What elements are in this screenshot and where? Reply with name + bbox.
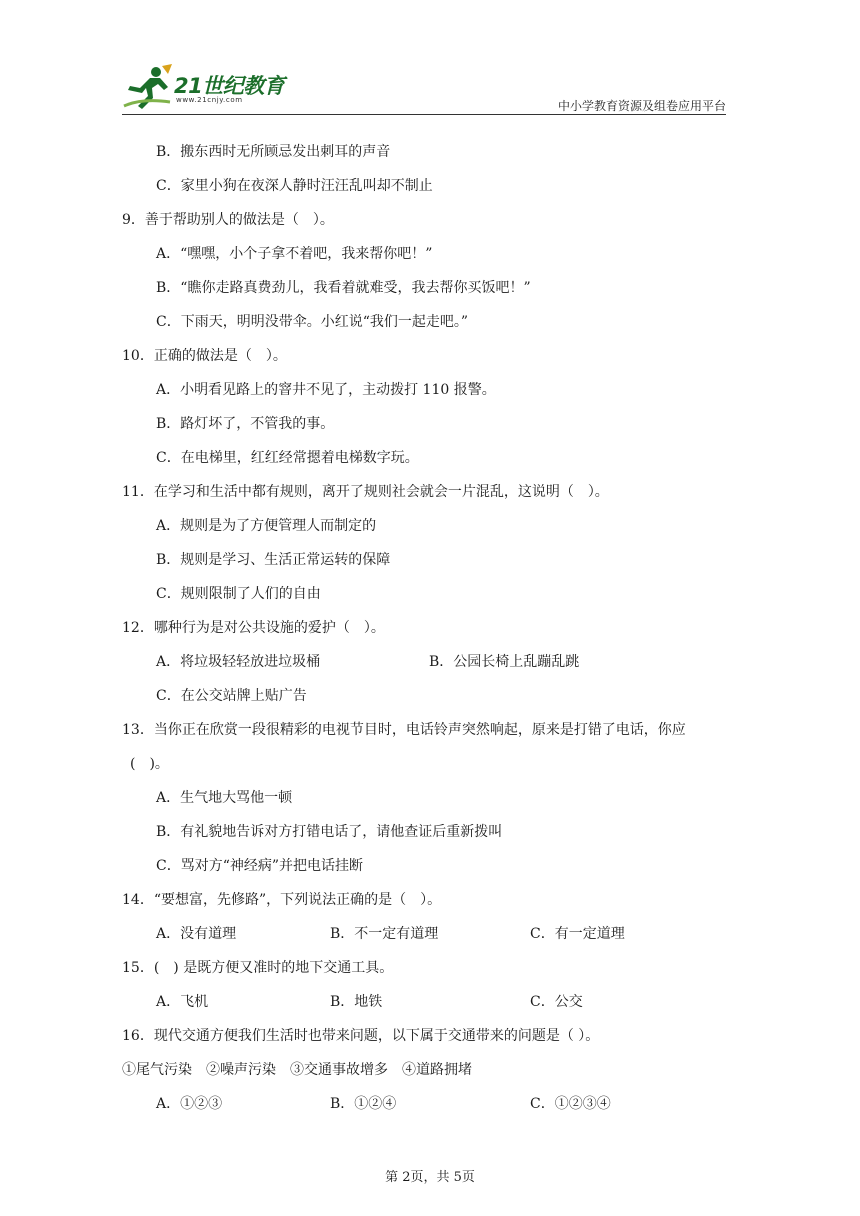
q12-option-a: A．将垃圾轻轻放进垃圾桶 (156, 654, 321, 670)
q15-option-b: B．地铁 (330, 994, 383, 1010)
question-15: 15．( ) 是既方便又准时的地下交通工具。 (122, 960, 394, 976)
q15-option-c: C．公交 (530, 994, 583, 1010)
logo-text: 21世纪教育 (174, 74, 285, 98)
q11-option-c: C．规则限制了人们的自由 (156, 586, 321, 602)
q9-option-b: B．“瞧你走路真费劲儿，我看着就难受，我去帮你买饭吧！” (156, 280, 531, 296)
q15-option-a: A．飞机 (156, 994, 209, 1010)
q9-option-c: C．下雨天，明明没带伞。小红说“我们一起走吧。” (156, 314, 469, 330)
q11-option-a: A．规则是为了方便管理人而制定的 (156, 518, 377, 534)
page-header (122, 62, 726, 116)
logo-url: www.21cnjy.com (176, 96, 243, 104)
question-9: 9．善于帮助别人的做法是（ ）。 (122, 212, 334, 228)
logo (122, 62, 292, 114)
q12-option-b: B．公园长椅上乱蹦乱跳 (429, 654, 580, 670)
q10-option-c: C．在电梯里，红红经常摁着电梯数字玩。 (156, 450, 419, 466)
question-12: 12．哪种行为是对公共设施的爱护（ ）。 (122, 620, 385, 636)
q12-option-c: C．在公交站牌上贴广告 (156, 688, 307, 704)
header-divider (122, 114, 726, 115)
q14-option-b: B．不一定有道理 (330, 926, 439, 942)
platform-title: 中小学教育资源及组卷应用平台 (557, 99, 726, 113)
q11-option-b: B．规则是学习、生活正常运转的保障 (156, 552, 391, 568)
question-10: 10．正确的做法是（ ）。 (122, 348, 287, 364)
option-b: B．搬东西时无所顾忌发出刺耳的声音 (156, 144, 391, 160)
q9-option-a: A．“嘿嘿，小个子拿不着吧，我来帮你吧！” (156, 246, 433, 262)
q14-option-c: C．有一定道理 (530, 926, 625, 942)
q16-option-a: A．①②③ (156, 1096, 223, 1112)
q10-option-b: B．路灯坏了，不管我的事。 (156, 416, 335, 432)
question-13-cont: ( )。 (130, 756, 169, 772)
q13-option-c: C．骂对方“神经病”并把电话挂断 (156, 858, 364, 874)
question-14: 14．“要想富，先修路”，下列说法正确的是（ ）。 (122, 892, 442, 908)
q16-option-b: B．①②④ (330, 1096, 397, 1112)
runner-logo-icon (122, 62, 174, 114)
option-c: C．家里小狗在夜深人静时汪汪乱叫却不制止 (156, 178, 433, 194)
question-11: 11．在学习和生活中都有规则，离开了规则社会就会一片混乱，这说明（ ）。 (122, 484, 609, 500)
question-16: 16．现代交通方便我们生活时也带来问题，以下属于交通带来的问题是（ ）。 (122, 1028, 600, 1044)
page-number: 第 2页，共 5页 (385, 1170, 475, 1185)
q13-option-a: A．生气地大骂他一顿 (156, 790, 293, 806)
q13-option-b: B．有礼貌地告诉对方打错电话了，请他查证后重新拨叫 (156, 824, 503, 840)
q16-option-c: C．①②③④ (530, 1096, 611, 1112)
q10-option-a: A．小明看见路上的窨井不见了，主动拨打 110 报警。 (156, 382, 496, 398)
question-13: 13．当你正在欣赏一段很精彩的电视节目时，电话铃声突然响起，原来是打错了电话，你应 (122, 722, 686, 738)
q14-option-a: A．没有道理 (156, 926, 237, 942)
q16-list: ①尾气污染 ②噪声污染 ③交通事故增多 ④道路拥堵 (122, 1062, 472, 1078)
